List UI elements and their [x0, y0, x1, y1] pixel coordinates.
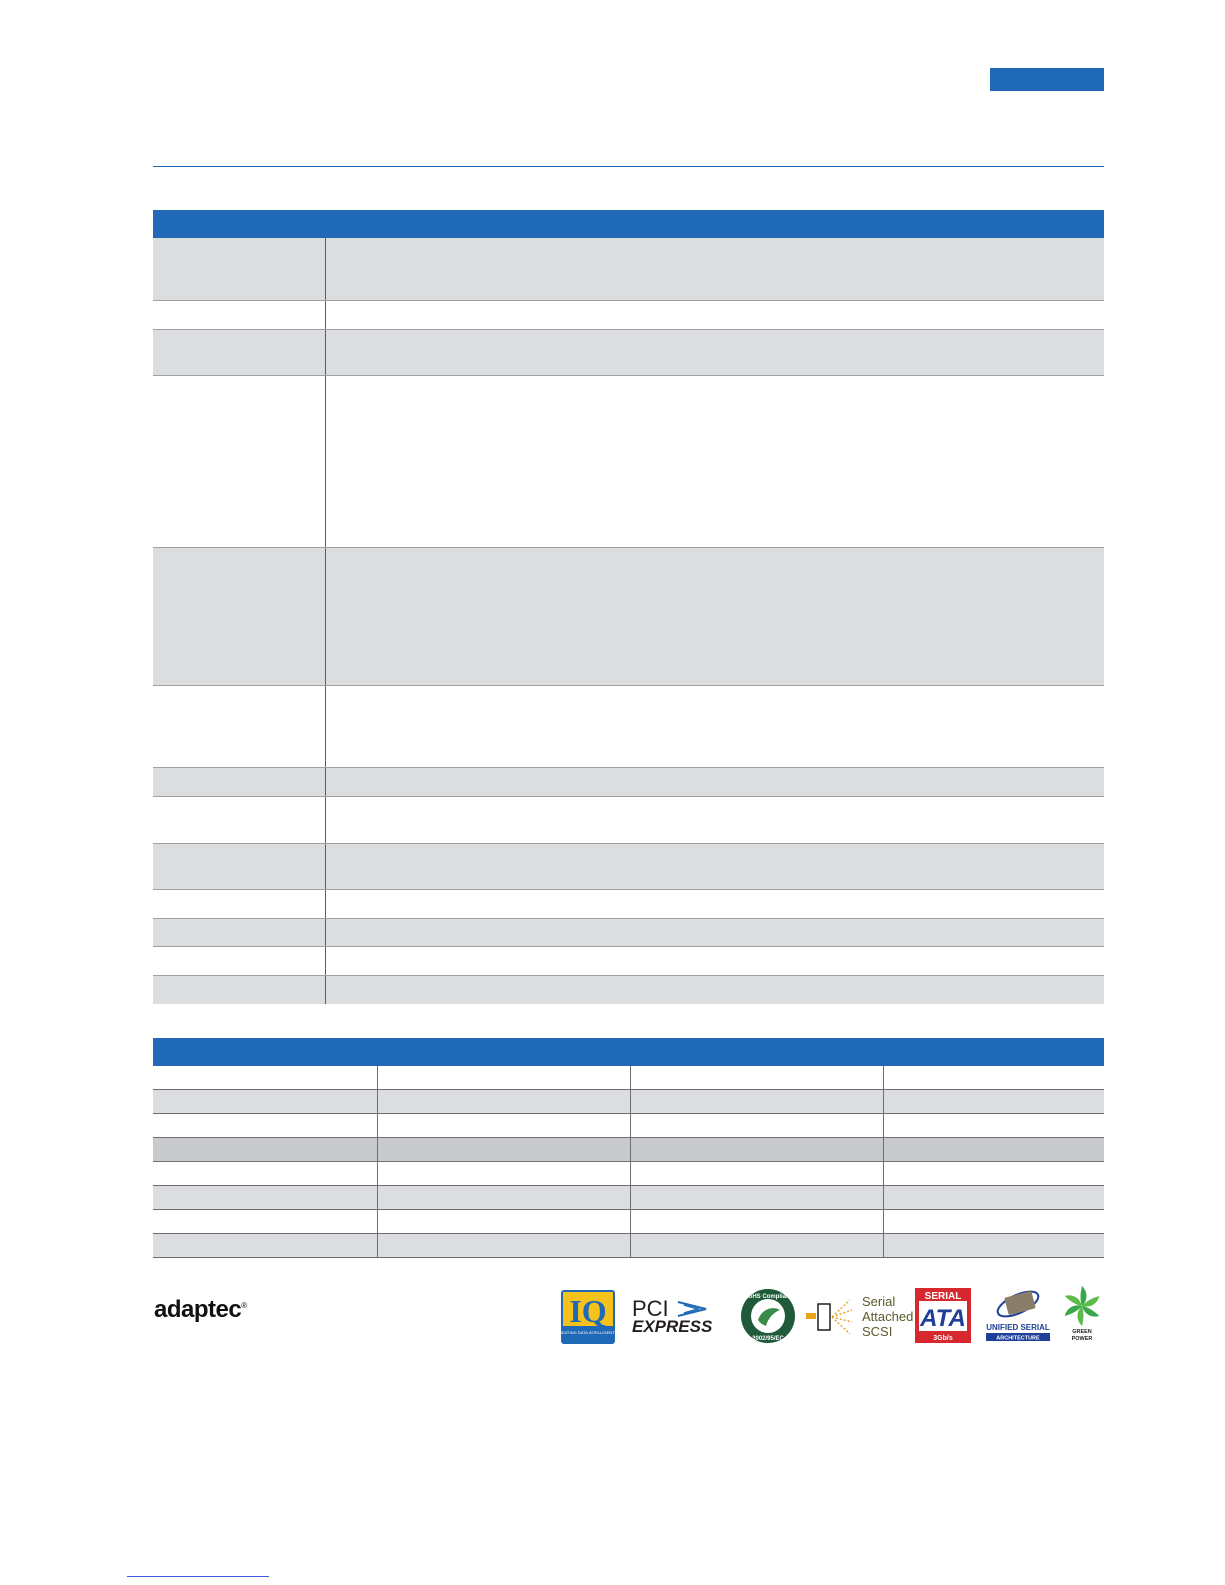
- spec-label-cell: [153, 890, 326, 918]
- sata-logo: [915, 1288, 971, 1348]
- column-divider: [630, 1210, 631, 1233]
- spec-label-cell: [153, 548, 326, 685]
- svg-text:SERIAL: SERIAL: [924, 1291, 962, 1302]
- spec-label-cell: [153, 768, 326, 796]
- column-divider: [883, 1114, 884, 1137]
- column-divider: [377, 1114, 378, 1137]
- svg-text:UNIFIED SERIAL: UNIFIED SERIAL: [986, 1323, 1050, 1332]
- svg-text:ATA: ATA: [920, 1305, 966, 1332]
- header-rule: [153, 166, 1104, 167]
- column-divider: [883, 1186, 884, 1209]
- model-row: [153, 1114, 1104, 1138]
- column-divider: [377, 1234, 378, 1257]
- spec-label-cell: [153, 238, 326, 300]
- svg-text:SCSI: SCSI: [862, 1324, 893, 1339]
- usa-logo: [984, 1286, 1054, 1349]
- spec-row: [153, 686, 1104, 768]
- model-table-header: [153, 1038, 1104, 1066]
- svg-text:2002/95/EC: 2002/95/EC: [752, 1336, 784, 1342]
- spec-value-cell: [327, 797, 1104, 843]
- column-divider: [630, 1090, 631, 1113]
- column-divider: [883, 1162, 884, 1185]
- spec-row: [153, 376, 1104, 548]
- svg-text:Attached: Attached: [862, 1309, 914, 1324]
- header-badge: [990, 68, 1104, 91]
- spec-row: [153, 890, 1104, 919]
- spec-row: [153, 301, 1104, 330]
- spec-row: [153, 768, 1104, 797]
- column-divider: [377, 1186, 378, 1209]
- spec-value-cell: [327, 301, 1104, 329]
- spec-label-cell: [153, 301, 326, 329]
- spec-row: [153, 976, 1104, 1004]
- spec-label-cell: [153, 797, 326, 843]
- column-divider: [630, 1066, 631, 1089]
- spec-row: [153, 330, 1104, 376]
- adaptec-logo: adaptec®: [154, 1296, 247, 1323]
- spec-row: [153, 797, 1104, 844]
- model-row: [153, 1138, 1104, 1162]
- spec-value-cell: [327, 330, 1104, 375]
- svg-text:3Gb/s: 3Gb/s: [933, 1335, 953, 1342]
- spec-value-cell: [327, 919, 1104, 946]
- sas-logo: [806, 1292, 914, 1347]
- svg-text:TREATING DATA INTELLIGENTLY: TREATING DATA INTELLIGENTLY: [556, 1330, 620, 1335]
- column-divider: [377, 1090, 378, 1113]
- spec-value-cell: [327, 947, 1104, 975]
- rohs-logo: [740, 1288, 796, 1349]
- column-divider: [630, 1114, 631, 1137]
- spec-table-header: [153, 210, 1104, 238]
- column-divider: [377, 1210, 378, 1233]
- model-row: [153, 1186, 1104, 1210]
- column-divider: [883, 1210, 884, 1233]
- column-divider: [883, 1234, 884, 1257]
- spec-value-cell: [327, 890, 1104, 918]
- pci-express-logo: [632, 1296, 728, 1341]
- column-divider: [630, 1162, 631, 1185]
- spec-value-cell: [327, 768, 1104, 796]
- spec-value-cell: [327, 686, 1104, 767]
- svg-text:Serial: Serial: [862, 1294, 896, 1309]
- svg-text:EXPRESS: EXPRESS: [632, 1317, 713, 1336]
- spec-row: [153, 844, 1104, 890]
- spec-label-cell: [153, 844, 326, 889]
- footer-link-underline[interactable]: [127, 1576, 269, 1577]
- spec-row: [153, 947, 1104, 976]
- spec-value-cell: [327, 238, 1104, 300]
- model-row: [153, 1090, 1104, 1114]
- spec-row: [153, 238, 1104, 301]
- green-power-logo: [1059, 1284, 1105, 1347]
- column-divider: [883, 1138, 884, 1161]
- spec-value-cell: [327, 976, 1104, 1004]
- svg-text:IQ: IQ: [569, 1293, 607, 1329]
- spec-label-cell: [153, 376, 326, 547]
- spec-row: [153, 919, 1104, 947]
- column-divider: [377, 1162, 378, 1185]
- iq-logo: [556, 1290, 620, 1349]
- model-row: [153, 1210, 1104, 1234]
- model-row: [153, 1234, 1104, 1258]
- spec-value-cell: [327, 548, 1104, 685]
- spec-label-cell: [153, 947, 326, 975]
- spec-row: [153, 548, 1104, 686]
- spec-label-cell: [153, 976, 326, 1004]
- column-divider: [883, 1066, 884, 1089]
- svg-text:PCI: PCI: [632, 1296, 669, 1321]
- model-row: [153, 1066, 1104, 1090]
- spec-label-cell: [153, 686, 326, 767]
- column-divider: [630, 1186, 631, 1209]
- spec-value-cell: [327, 376, 1104, 547]
- model-row: [153, 1162, 1104, 1186]
- spec-label-cell: [153, 330, 326, 375]
- column-divider: [630, 1234, 631, 1257]
- column-divider: [883, 1090, 884, 1113]
- svg-text:RoHS Compliant: RoHS Compliant: [744, 1294, 792, 1300]
- column-divider: [377, 1138, 378, 1161]
- spec-value-cell: [327, 844, 1104, 889]
- spec-label-cell: [153, 919, 326, 946]
- column-divider: [377, 1066, 378, 1089]
- svg-text:POWER: POWER: [1071, 1336, 1093, 1342]
- svg-text:ARCHITECTURE: ARCHITECTURE: [996, 1335, 1040, 1342]
- column-divider: [630, 1138, 631, 1161]
- svg-text:GREEN: GREEN: [1072, 1329, 1092, 1335]
